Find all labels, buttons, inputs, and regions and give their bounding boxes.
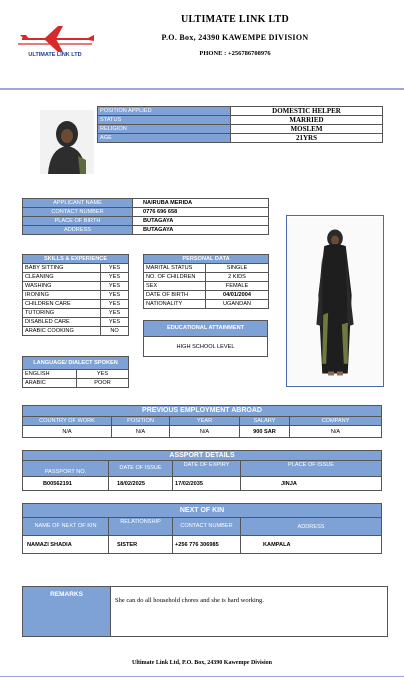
contact-number-value: 0776 696 658 [133,208,269,217]
applicant-table [22,198,269,235]
personal-value: 2 KIDS [206,273,269,282]
table-row [23,217,269,226]
place-of-birth-label: PLACE OF BIRTH [23,217,133,226]
language-label: ENGLISH [23,370,77,379]
column-header: DATE OF ISSUE [109,461,173,477]
table-row [23,318,129,327]
skill-label: CHILDREN CARE [23,300,101,309]
skill-label: TUTORING [23,309,101,318]
age-value: 21YRS [231,134,383,143]
education-table [143,320,268,357]
personal-value: FEMALE [206,282,269,291]
table-cell: N/A [290,426,382,438]
kin-header-row [23,518,382,536]
address-label: ADDRESS [23,226,133,235]
age-label: AGE [98,134,231,143]
applicant-full-photo [286,215,384,387]
status-label: STATUS [98,116,231,125]
table-row [23,199,269,208]
applicant-headshot [40,110,94,174]
footer-divider [0,676,404,677]
table-cell: KAMPALA [241,536,382,554]
table-row [144,291,269,300]
column-header: SALARY [240,417,290,426]
table-cell: SISTER [109,536,173,554]
place-of-birth-value: BUTAGAYA [133,217,269,226]
column-header: ADDRESS [241,518,382,536]
table-row [23,264,129,273]
table-row [144,273,269,282]
column-header: COUNTRY OF WORK [23,417,112,426]
table-row [23,327,129,336]
position-table [97,106,383,143]
table-row [23,309,129,318]
table-row [23,426,382,438]
applicant-name-label: APPLICANT NAME [23,199,133,208]
personal-label: NATIONALITY [144,300,206,309]
skill-value: NO [101,327,129,336]
status-value: MARRIED [231,116,383,125]
personal-value: UGANDAN [206,300,269,309]
skill-label: BABY SITTING [23,264,101,273]
table-cell: N/A [23,426,112,438]
column-header: YEAR [170,417,240,426]
column-header: PASSPORT NO. [23,461,109,477]
table-row [98,116,383,125]
column-header: CONTACT NUMBER [173,518,241,536]
company-address: P.O. Box, 24390 KAWEMPE DIVISION [161,33,309,42]
skill-value: YES [101,309,129,318]
table-cell: B00562191 [23,477,109,491]
table-cell: NAMAZI SHADIA [23,536,109,554]
table-cell: +256 776 306985 [173,536,241,554]
table-row [23,536,382,554]
table-row [23,291,129,300]
kin-table [22,503,382,554]
personal-data-table [143,254,269,309]
table-row [23,370,129,379]
company-name: ULTIMATE LINK LTD [180,14,290,25]
skill-value: YES [101,264,129,273]
employment-header-row [23,417,382,426]
column-header: COMPANY [290,417,382,426]
applicant-name-value: NAIRUBA MERIDA [133,199,269,208]
employment-table [22,405,382,438]
passport-header-row [23,461,382,477]
remarks-table [22,586,388,637]
personal-label: MARITAL STATUS [144,264,206,273]
remarks-label: REMARKS [23,587,111,637]
religion-label: RELIGION [98,125,231,134]
column-header: POSITION [112,417,170,426]
table-row [144,300,269,309]
table-row [23,282,129,291]
position-value: DOMESTIC HELPER [231,107,383,116]
table-row [23,273,129,282]
table-cell: JINJA [241,477,382,491]
address-value: BUTAGAYA [133,226,269,235]
personal-title: PERSONAL DATA [144,255,269,264]
language-table [22,356,129,388]
remarks-text: She can do all household chores and she is hard working. [111,587,388,637]
skill-value: YES [101,282,129,291]
language-value: YES [77,370,129,379]
table-cell: N/A [170,426,240,438]
skills-title: SKILLS & EXPERIENCE [23,255,129,264]
education-title: EDUCATIONAL ATTAINMENT [144,321,268,337]
table-cell: 17/02/2035 [173,477,241,491]
table-row [23,226,269,235]
passport-title: ASSPORT DETAILS [23,451,382,461]
skill-value: YES [101,300,129,309]
table-row [23,208,269,217]
table-row [144,264,269,273]
table-row [23,379,129,388]
table-cell: N/A [112,426,170,438]
language-label: ARABIC [23,379,77,388]
religion-value: MOSLEM [231,125,383,134]
table-cell: 18/02/2025 [109,477,173,491]
language-value: POOR [77,379,129,388]
skill-value: YES [101,318,129,327]
table-cell: 900 SAR [240,426,290,438]
skill-label: CLEANING [23,273,101,282]
column-header: NAME OF NEXT OF KIN [23,518,109,536]
passport-table [22,450,382,491]
contact-number-label: CONTACT NUMBER [23,208,133,217]
column-header: DATE OF EXPIRY [173,461,241,477]
column-header: RELATIONSHIP [109,518,173,536]
header-divider [0,88,404,90]
table-row [98,134,383,143]
employment-title: PREVIOUS EMPLOYMENT ABROAD [23,406,382,417]
language-title: LANGUAGE/ DIALECT SPOKEN [23,357,129,370]
table-row [98,107,383,116]
skill-label: IRONING [23,291,101,300]
education-value: HIGH SCHOOL LEVEL [144,337,268,357]
table-row [23,477,382,491]
skills-table [22,254,129,336]
kin-title: NEXT OF KIN [23,504,382,518]
personal-value: 04/01/2004 [206,291,269,300]
position-label: POSITION APPLIED [98,107,231,116]
personal-label: NO. OF CHILDREN [144,273,206,282]
skill-value: YES [101,273,129,282]
footer-text: Ultimate Link Ltd, P.O. Box, 24390 Kawempe Division [132,660,272,666]
column-header: PLACE OF ISSUE [241,461,382,477]
skill-label: WASHING [23,282,101,291]
skill-label: ARABIC COOKING [23,327,101,336]
table-row [23,300,129,309]
skill-value: YES [101,291,129,300]
table-row [98,125,383,134]
skill-label: DISABLED CARE [23,318,101,327]
personal-header-row [144,255,269,264]
personal-label: DATE OF BIRTH [144,291,206,300]
personal-value: SINGLE [206,264,269,273]
skills-header-row [23,255,129,264]
personal-label: SEX [144,282,206,291]
table-row [144,282,269,291]
airplane-icon [18,26,94,52]
logo-text: ULTIMATE LINK LTD [28,52,82,58]
company-phone: PHONE : +256786708976 [199,50,271,57]
